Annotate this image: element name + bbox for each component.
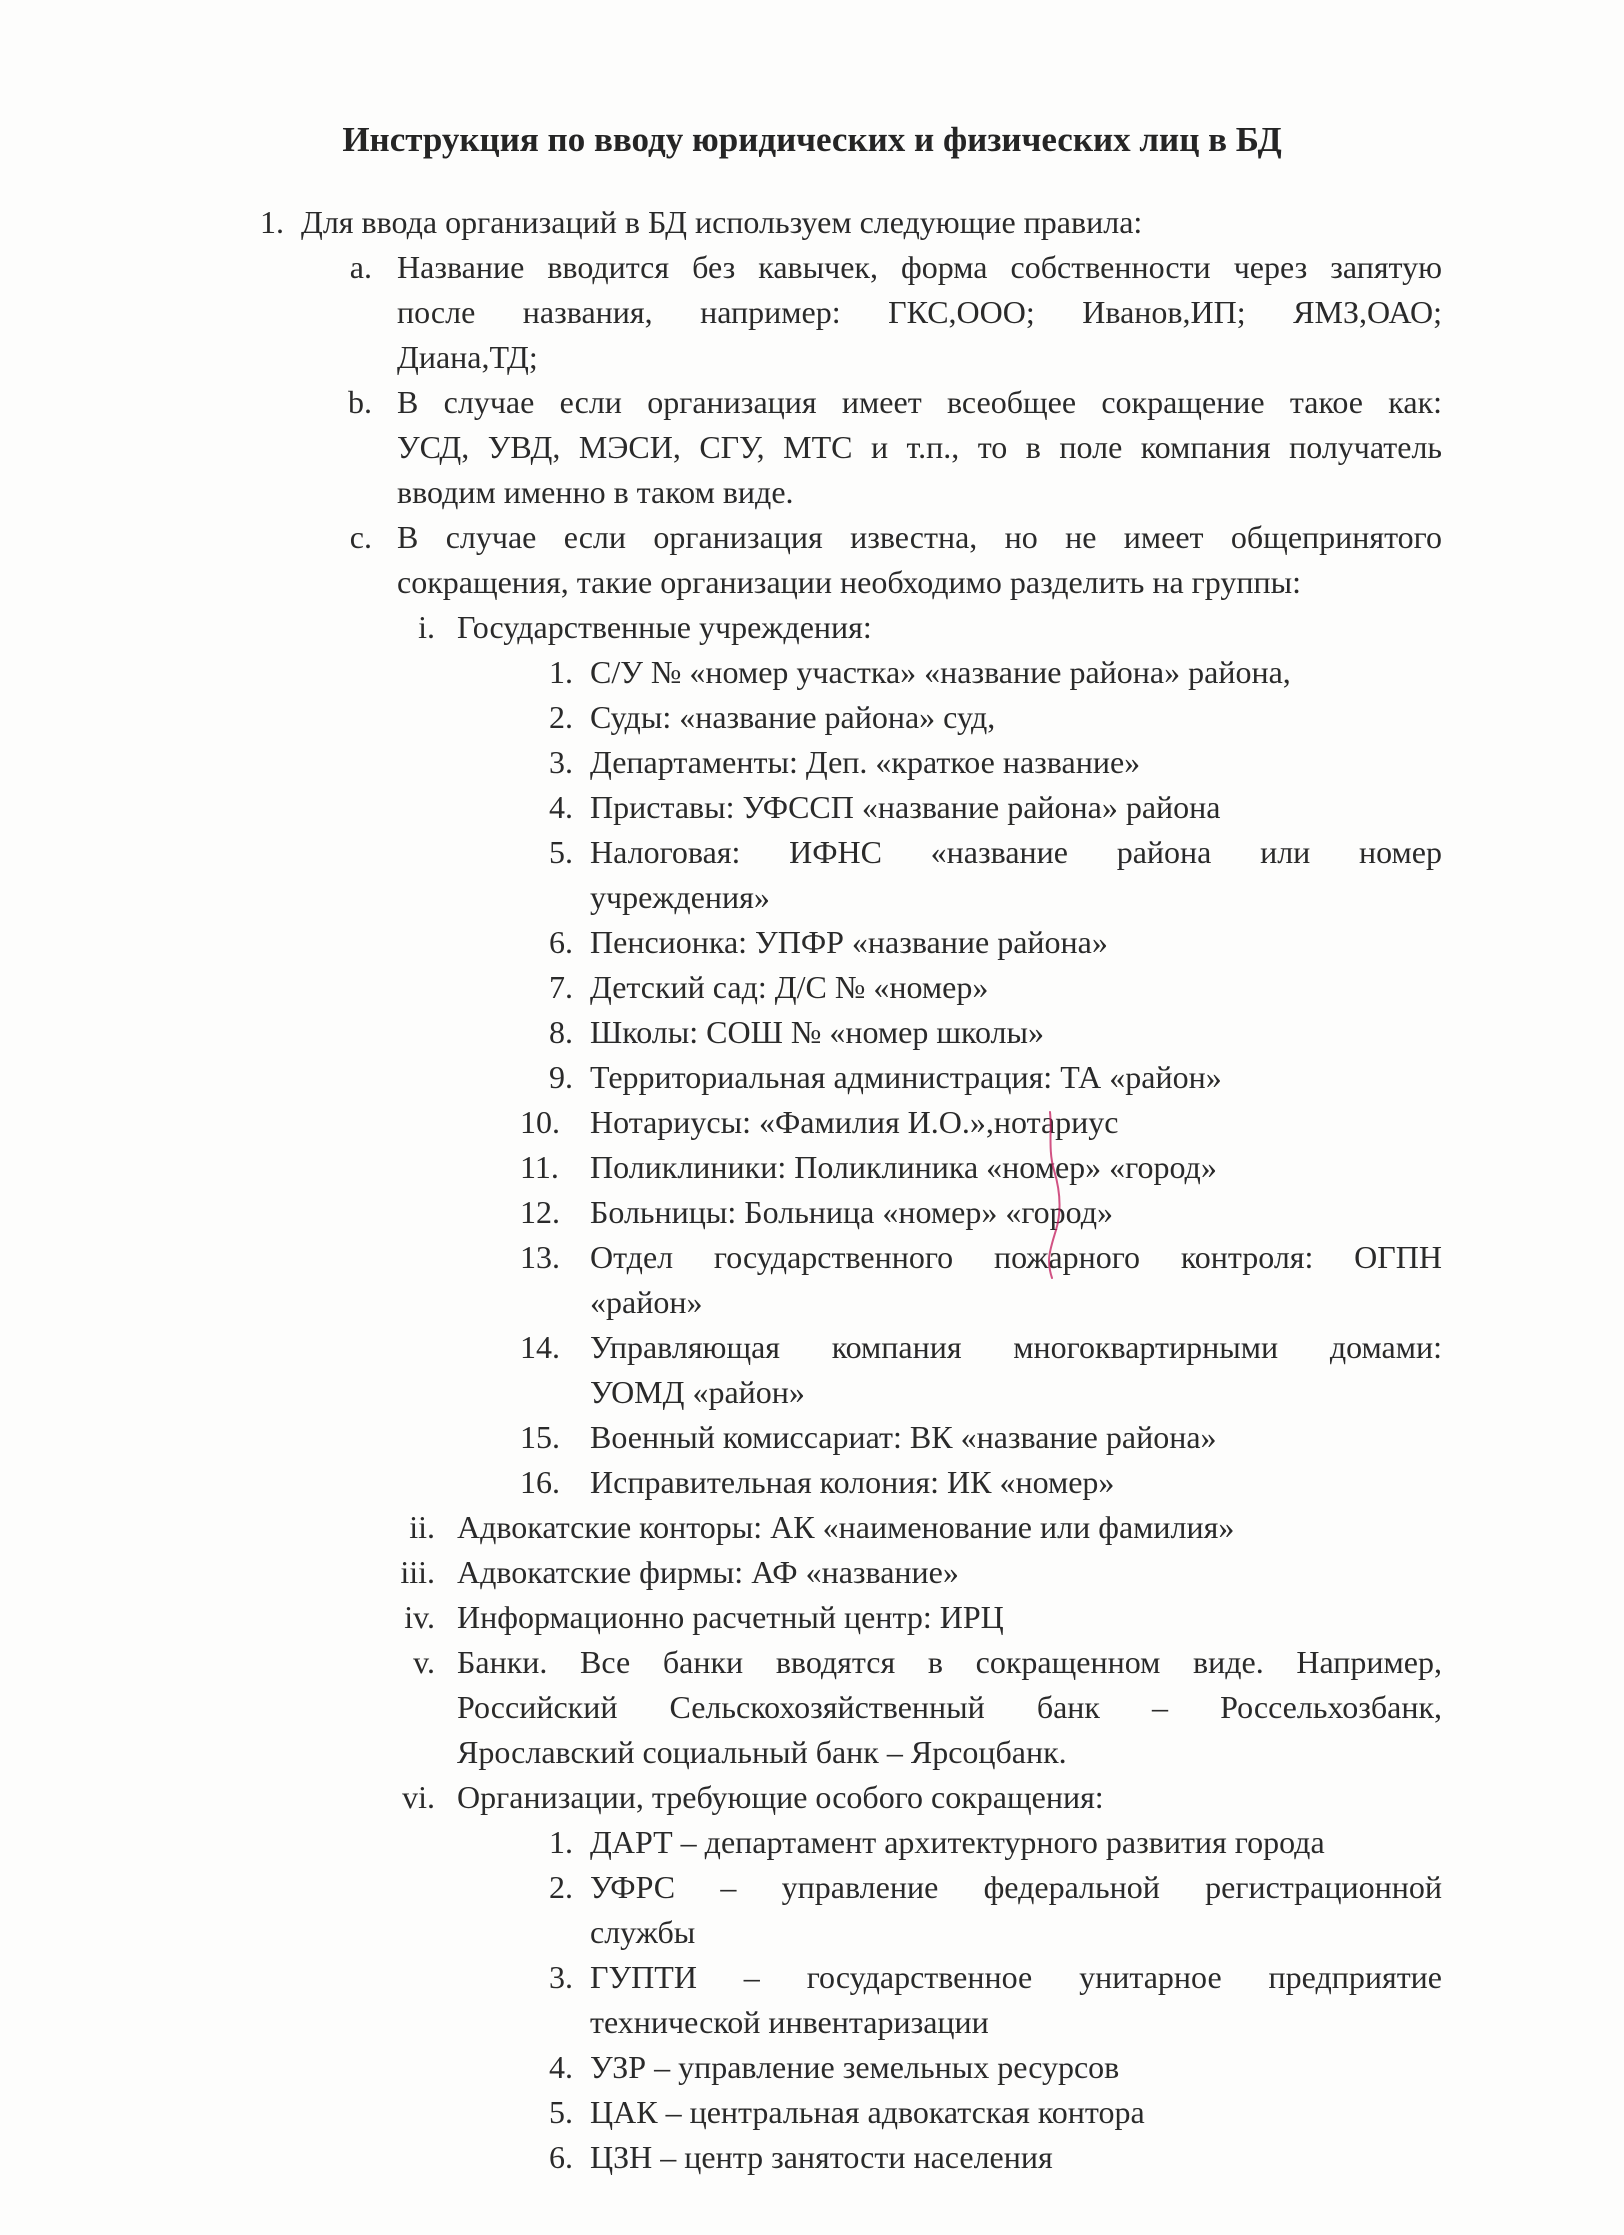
gov-item-text: С/У № «номер участка» «название района» района, — [590, 654, 1291, 690]
abbr-item-text: ДАРТ – департамент архитектурного развития города — [590, 1824, 1325, 1860]
abbr-item-text-cont: технической инвентаризации — [590, 2004, 989, 2040]
item-c-line-1: В случае если организация известна, но не имеет общепринятого — [397, 519, 1442, 555]
item-i-numeral: i. — [418, 609, 435, 645]
abbr-item-text-cont: службы — [590, 1914, 696, 1950]
item-v-line-2: Российский Сельскохозяйственный банк – Россельхозбанк, — [457, 1689, 1442, 1725]
item-ii-numeral: ii. — [409, 1509, 435, 1545]
gov-item-text: Департаменты: Деп. «краткое название» — [590, 744, 1141, 780]
gov-item-text-cont: учреждения» — [590, 879, 770, 915]
item-v-line-3: Ярославский социальный банк – Ярсоцбанк. — [457, 1734, 1067, 1770]
gov-item-text: Управляющая компания многоквартирными домами: — [590, 1329, 1442, 1365]
gov-item-text: Пенсионка: УПФР «название района» — [590, 924, 1108, 960]
gov-item-number: 1. — [549, 654, 573, 690]
item-c-line-2: сокращения, такие организации необходимо разделить на группы: — [397, 564, 1302, 600]
item-a-letter: a. — [349, 249, 372, 285]
document-title: Инструкция по вводу юридических и физических лиц в БД — [342, 120, 1282, 159]
gov-item-text: Отдел государственного пожарного контроля: ОГПН — [590, 1239, 1442, 1275]
item-c-letter: c. — [349, 519, 372, 555]
item-v-line-1: Банки. Все банки вводятся в сокращенном виде. Например, — [457, 1644, 1442, 1680]
item-1-number: 1. — [260, 204, 284, 240]
abbr-item-text: УЗР – управление земельных ресурсов — [590, 2049, 1120, 2085]
abbr-item-text: ГУПТИ – государственное унитарное предприятие — [590, 1959, 1442, 1995]
abbr-item-number: 4. — [549, 2049, 573, 2085]
item-iv-numeral: iv. — [404, 1599, 435, 1635]
gov-item-text: Суды: «название района» суд, — [590, 699, 996, 735]
gov-item-number: 2. — [549, 699, 573, 735]
abbr-item-text: УФРС – управление федеральной регистрационной — [590, 1869, 1442, 1905]
item-iii-text: Адвокатские фирмы: АФ «название» — [457, 1554, 959, 1590]
item-v-numeral: v. — [413, 1644, 435, 1680]
abbr-item-text: ЦЗН – центр занятости населения — [590, 2139, 1053, 2175]
item-iv-text: Информационно расчетный центр: ИРЦ — [457, 1599, 1004, 1635]
item-a-line-1: Название вводится без кавычек, форма собственности через запятую — [397, 249, 1442, 285]
abbr-item-text: ЦАК – центральная адвокатская контора — [590, 2094, 1145, 2130]
gov-item-text: Детский сад: Д/С № «номер» — [590, 969, 989, 1005]
gov-item-number: 15. — [520, 1419, 560, 1455]
item-ii-text: Адвокатские конторы: АК «наименование или фамилия» — [457, 1509, 1235, 1545]
gov-item-number: 16. — [520, 1464, 560, 1500]
gov-item-text: Школы: СОШ № «номер школы» — [590, 1014, 1044, 1050]
gov-item-number: 6. — [549, 924, 573, 960]
gov-item-number: 10. — [520, 1104, 560, 1140]
gov-item-number: 7. — [549, 969, 573, 1005]
gov-item-number: 12. — [520, 1194, 560, 1230]
item-1-text: Для ввода организаций в БД используем следующие правила: — [301, 204, 1143, 240]
gov-item-number: 11. — [520, 1149, 559, 1185]
item-b-line-2: УСД, УВД, МЭСИ, СГУ, МТС и т.п., то в поле компания получатель — [397, 429, 1442, 465]
gov-item-text: Военный комиссариат: ВК «название района» — [590, 1419, 1217, 1455]
abbr-item-number: 2. — [549, 1869, 573, 1905]
item-i-text: Государственные учреждения: — [457, 609, 872, 645]
gov-item-number: 3. — [549, 744, 573, 780]
item-b-letter: b. — [348, 384, 372, 420]
gov-item-text: Исправительная колония: ИК «номер» — [590, 1464, 1115, 1500]
item-b-line-1: В случае если организация имеет всеобщее сокращение такое как: — [397, 384, 1442, 420]
gov-item-number: 9. — [549, 1059, 573, 1095]
gov-item-text: Поликлиники: Поликлиника «номер» «город» — [590, 1149, 1217, 1185]
gov-item-text-cont: «район» — [590, 1284, 703, 1320]
abbr-item-number: 3. — [549, 1959, 573, 1995]
gov-item-number: 14. — [520, 1329, 560, 1365]
gov-item-text: Нотариусы: «Фамилия И.О.»,нотариус — [590, 1104, 1119, 1140]
gov-item-number: 4. — [549, 789, 573, 825]
abbr-item-number: 1. — [549, 1824, 573, 1860]
item-a-line-3: Диана,ТД; — [397, 339, 538, 375]
gov-item-text-cont: УОМД «район» — [590, 1374, 805, 1410]
abbr-item-number: 5. — [549, 2094, 573, 2130]
item-a-line-2: после названия, например: ГКС,ООО; Иванов,ИП; ЯМЗ,ОАО; — [397, 294, 1442, 330]
gov-item-text: Приставы: УФССП «название района» района — [590, 789, 1221, 825]
item-vi-text: Организации, требующие особого сокращения: — [457, 1779, 1104, 1815]
item-iii-numeral: iii. — [400, 1554, 435, 1590]
abbr-item-number: 6. — [549, 2139, 573, 2175]
gov-item-text: Налоговая: ИФНС «название района или номер — [590, 834, 1442, 870]
item-vi-numeral: vi. — [402, 1779, 435, 1815]
gov-item-text: Больницы: Больница «номер» «город» — [590, 1194, 1114, 1230]
gov-item-text: Территориальная администрация: ТА «район» — [590, 1059, 1222, 1095]
gov-item-number: 8. — [549, 1014, 573, 1050]
gov-item-number: 13. — [520, 1239, 560, 1275]
gov-item-number: 5. — [549, 834, 573, 870]
item-b-line-3: вводим именно в таком виде. — [397, 474, 794, 510]
